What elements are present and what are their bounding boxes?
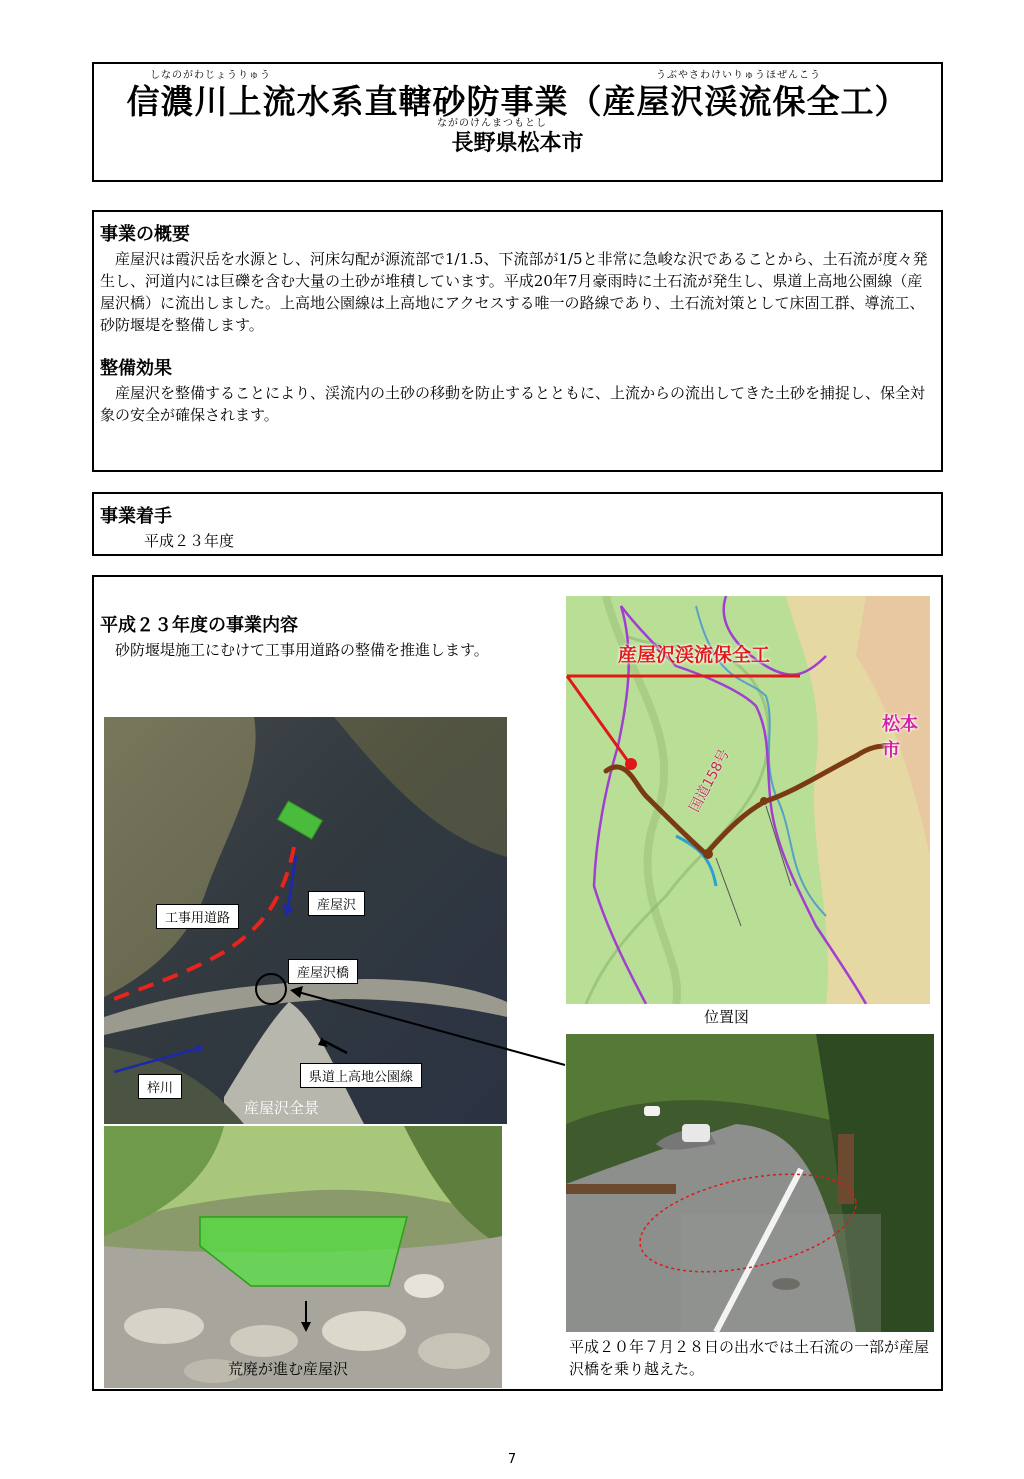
start-heading: 事業着手	[100, 506, 172, 527]
stream-photo	[104, 1126, 502, 1388]
page-subtitle: 長野県松本市	[451, 131, 584, 156]
map-label-project: 産屋沢渓流保全工	[618, 644, 771, 666]
map-caption: 位置図	[704, 1008, 750, 1026]
road-photo-graphic	[566, 1034, 934, 1332]
map-label-city: 松本市	[882, 714, 918, 761]
effect-text: 産屋沢を整備することにより、渓流内の土砂の移動を防止するとともに、上流からの流出してきた土砂を捕捉し、保全対象の安全が確保されます。	[100, 384, 926, 424]
map-label-route: 国道158号	[686, 746, 734, 815]
stream-photo-caption: 荒廃が進む産屋沢	[228, 1360, 349, 1378]
subtitle-ruby: ながのけんまつもとし	[437, 118, 547, 129]
road-photo	[566, 1034, 934, 1332]
title-ruby-left: しなのがわじょうりゅう	[150, 70, 271, 81]
page-title: 信濃川上流水系直轄砂防事業（産屋沢渓流保全工）	[126, 82, 909, 121]
start-text: 平成２３年度	[144, 532, 235, 550]
aerial-caption: 産屋沢全景	[244, 1099, 320, 1117]
page-number: 7	[507, 1452, 517, 1467]
label-kamikochi-route: 県道上高地公園線	[300, 1063, 422, 1088]
overview-text: 産屋沢は霞沢岳を水源とし、河床勾配が源流部で1/1.5、下流部が1/5と非常に急峻な沢であることから、土石流が度々発生し、河道内には巨礫を含む大量の土砂が堆積しています。平成20年7月豪雨時に土石流が発生し、県道上高地公園線（産屋沢橋）に流出しました。上高地公園線は上高地にアクセスする唯一の路線であり、土石流対策として床固工群、導流工、砂防堰堤を整備します。	[100, 250, 928, 334]
label-azusa-river: 梓川	[138, 1074, 182, 1099]
content-heading: 平成２３年度の事業内容	[100, 615, 298, 636]
label-construction-road: 工事用道路	[156, 904, 239, 929]
effect-heading: 整備効果	[100, 358, 172, 379]
label-ubuyasawa-bridge: 産屋沢橋	[288, 959, 358, 984]
label-ubuyasawa-stream: 産屋沢	[308, 891, 365, 916]
title-ruby-right: うぶやさわけいりゅうほぜんこう	[656, 70, 821, 81]
road-photo-caption: 平成２０年７月２８日の出水では土石流の一部が産屋沢橋を乗り越えた。	[569, 1338, 930, 1378]
content-text: 砂防堰堤施工にむけて工事用道路の整備を推進します。	[115, 641, 489, 659]
overview-heading: 事業の概要	[100, 224, 190, 245]
stream-photo-graphic	[104, 1126, 502, 1388]
